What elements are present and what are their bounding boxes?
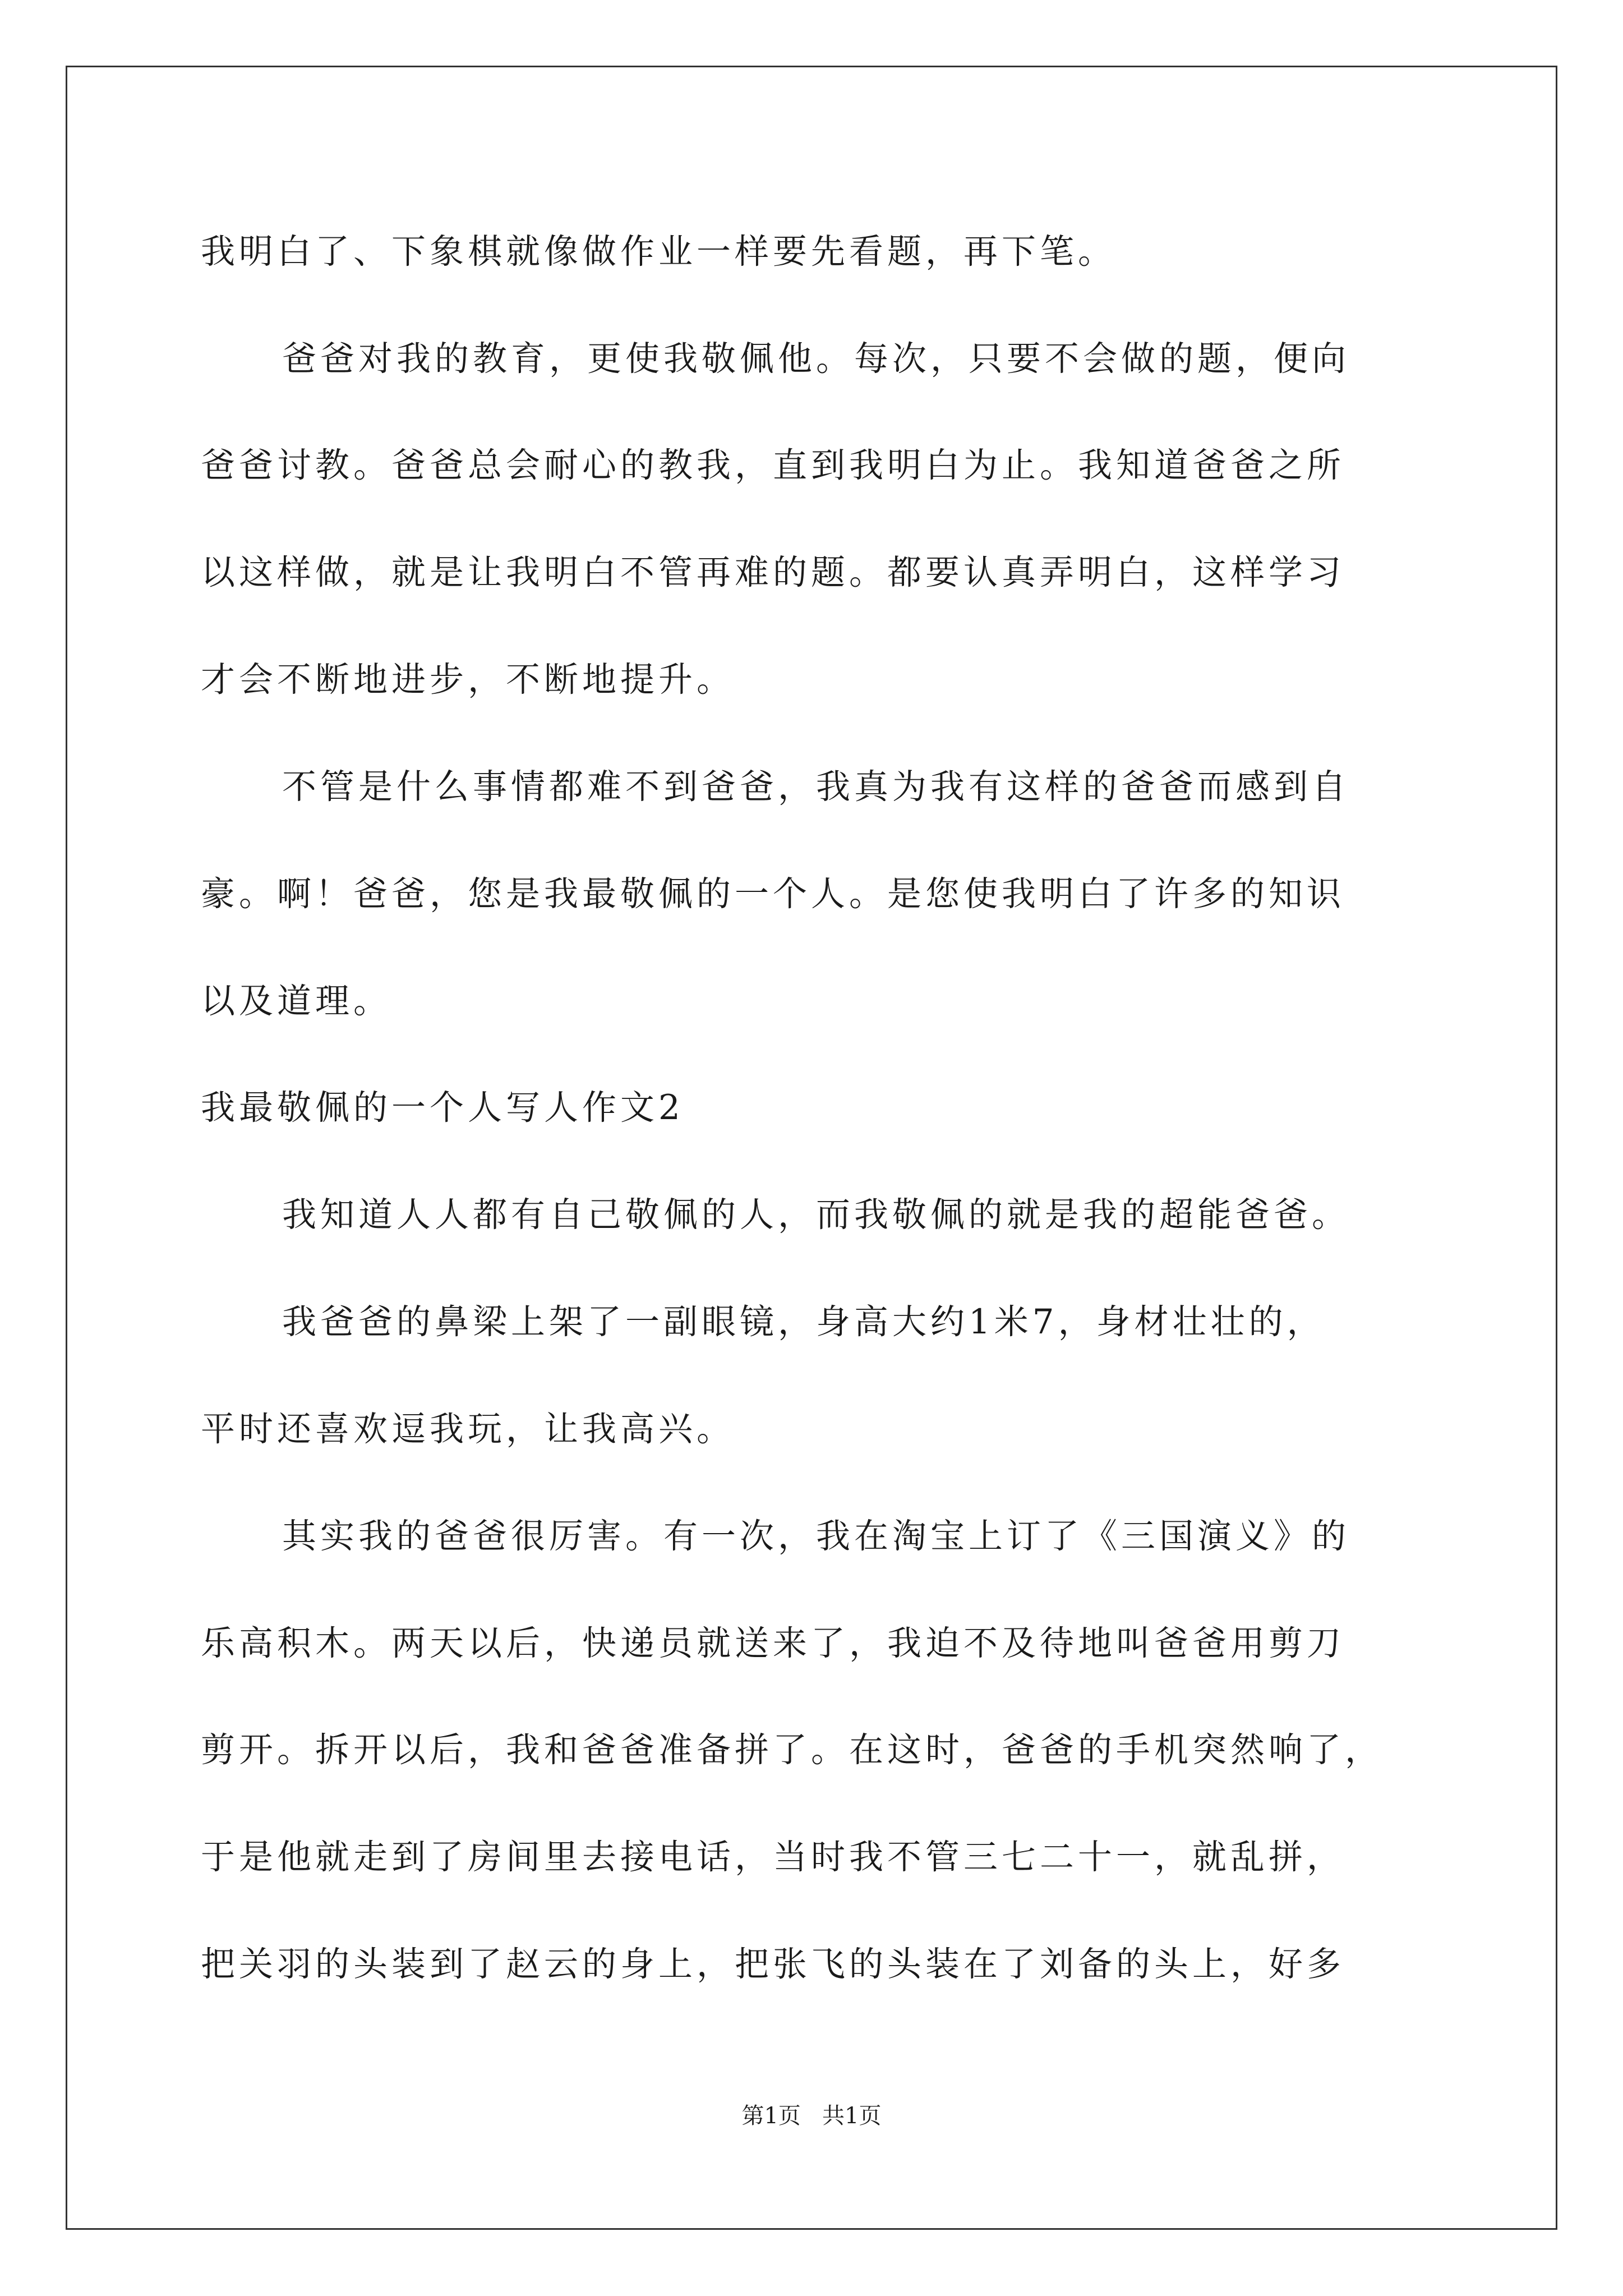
paragraph-line: 我知道人人都有自己敬佩的人，而我敬佩的就是我的超能爸爸。 — [282, 1195, 1350, 1235]
paragraph-line: 才会不断地进步，不断地提升。 — [201, 660, 735, 700]
paragraph-line: 于是他就走到了房间里去接电话，当时我不管三七二十一，就乱拼， — [201, 1837, 1345, 1877]
paragraph-line: 爸爸讨教。爸爸总会耐心的教我，直到我明白为止。我知道爸爸之所 — [201, 445, 1345, 485]
paragraph-line: 剪开。拆开以后，我和爸爸准备拼了。在这时，爸爸的手机突然响了， — [201, 1730, 1384, 1770]
paragraph-line: 其实我的爸爸很厉害。有一次，我在淘宝上订了《三国演义》的 — [282, 1516, 1350, 1556]
paragraph-line: 不管是什么事情都难不到爸爸，我真为我有这样的爸爸而感到自 — [282, 767, 1350, 807]
paragraph-line: 我爸爸的鼻梁上架了一副眼镜，身高大约1米7，身材壮壮的， — [282, 1302, 1325, 1342]
paragraph-line: 平时还喜欢逗我玩，让我高兴。 — [201, 1409, 735, 1449]
paragraph-line: 爸爸对我的教育，更使我敬佩他。每次，只要不会做的题，便向 — [282, 339, 1350, 379]
paragraph-line: 乐高积木。两天以后，快递员就送来了，我迫不及待地叫爸爸用剪刀 — [201, 1623, 1345, 1663]
page-border — [66, 66, 1557, 2230]
page-footer: 第1页 共1页 — [741, 2103, 882, 2129]
paragraph-line: 我明白了、下象棋就像做作业一样要先看题，再下笔。 — [201, 232, 1117, 272]
paragraph-line: 把关羽的头装到了赵云的身上，把张飞的头装在了刘备的头上，好多 — [201, 1944, 1345, 1984]
paragraph-line: 以及道理。 — [201, 981, 392, 1021]
paragraph-line: 豪。啊！爸爸，您是我最敬佩的一个人。是您使我明白了许多的知识 — [201, 874, 1345, 914]
section-heading: 我最敬佩的一个人写人作文2 — [201, 1088, 684, 1128]
paragraph-line: 以这样做，就是让我明白不管再难的题。都要认真弄明白，这样学习 — [201, 553, 1345, 592]
